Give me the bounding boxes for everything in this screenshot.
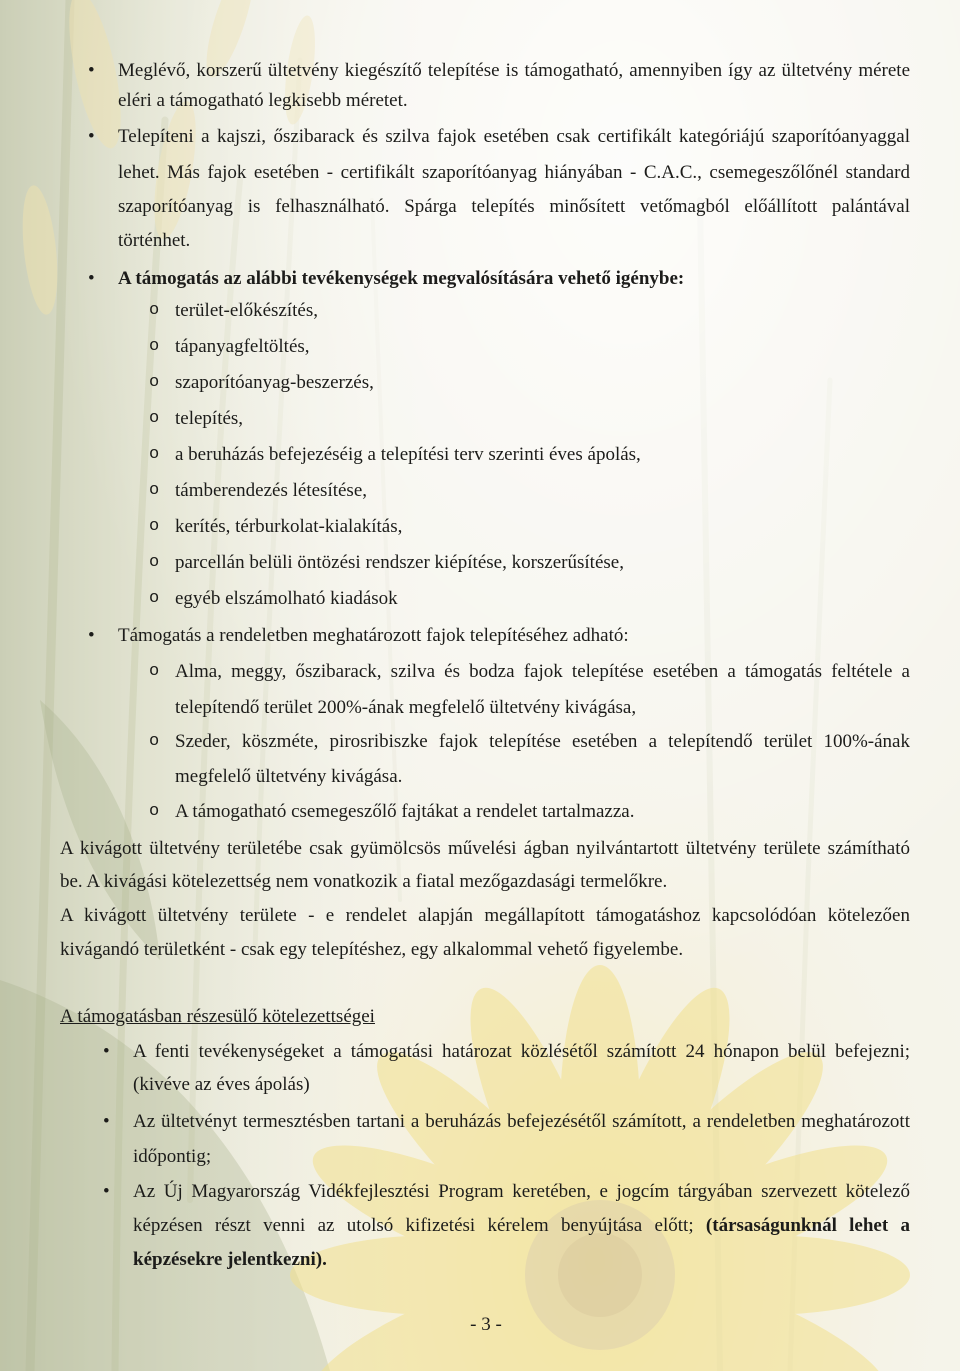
species-item-1-line-1: Alma, meggy, őszibarack, szilva és bodza fajok telepítése esetében a támogatás feltétele a (175, 661, 910, 682)
activity-item: a beruházás befejezéséig a telepítési terv szerinti éves ápolás, (175, 444, 641, 465)
species-item-2-line-2: megfelelő ültetvény kivágása. (175, 766, 403, 787)
bullet-marker: • (103, 1111, 110, 1132)
intro-item-2-line-3: szaporítóanyag is felhasználható. Spárga telepítés minősített vetőmagból előállított palántával (118, 196, 910, 217)
sub-marker: o (149, 373, 160, 392)
intro-item-2-line-1: Telepíteni a kajszi, őszibarack és szilva fajok esetében csak certifikált kategóriájú szaporítóanyaggal (118, 126, 910, 147)
sub-marker: o (149, 337, 160, 356)
sub-marker: o (149, 481, 160, 500)
sub-marker: o (149, 409, 160, 428)
obligation-2-line-1: Az ültetvényt termesztésben tartani a beruházás befejezésétől számított, a rendeletben meghatározott (133, 1111, 910, 1132)
paragraph-1-line-1: A kivágott ültetvény területébe csak gyümölcsös művelési ágban nyilvántartott ültetvény területe számítható (60, 838, 910, 859)
bullet-marker: • (103, 1041, 110, 1062)
bullet-marker: • (88, 625, 95, 646)
sub-marker: o (149, 589, 160, 608)
activities-heading: A támogatás az alábbi tevékenységek megvalósítására vehető igénybe: (118, 268, 685, 289)
sub-marker: o (149, 553, 160, 572)
page-number: - 3 - (470, 1314, 502, 1335)
obligation-2-line-2: időpontig; (133, 1146, 212, 1167)
obligation-3-bold-text: (társaságunknál lehet a (705, 1215, 910, 1236)
sub-marker: o (149, 802, 160, 821)
species-heading: Támogatás a rendeletben meghatározott fajok telepítéséhez adható: (118, 625, 629, 646)
obligation-3-line-1: Az Új Magyarország Vidékfejlesztési Program keretében, e jogcím tárgyában szervezett kötelező (133, 1181, 910, 1202)
bullet-marker: • (103, 1181, 110, 1202)
activity-item: terület-előkészítés, (175, 300, 318, 321)
intro-item-1-line-2: eléri a támogatható legkisebb méretet. (118, 90, 408, 111)
activity-item: támberendezés létesítése, (175, 480, 368, 501)
obligation-3-line-2 (133, 1215, 910, 1237)
paragraph-2-line-1: A kivágott ültetvény területe - e rendelet alapján megállapított támogatáshoz kapcsolódóan kötelezően (60, 905, 910, 926)
obligation-1-line-2: (kivéve az éves ápolás) (133, 1074, 310, 1095)
bullet-marker: • (88, 268, 95, 289)
sub-marker: o (149, 445, 160, 464)
activity-item: parcellán belüli öntözési rendszer kiépítése, korszerűsítése, (175, 552, 624, 573)
species-item-3-line-1: A támogatható csemegeszőlő fajtákat a rendelet tartalmazza. (175, 801, 635, 822)
activity-item: egyéb elszámolható kiadások (175, 588, 398, 609)
sub-marker: o (149, 301, 160, 320)
obligation-3-text: képzésen részt venni az utolsó kifizetési kérelem benyújtása előtt; (133, 1215, 694, 1236)
species-item-1-line-2: telepítendő terület 200%-ának megfelelő ültetvény kivágása, (175, 697, 637, 718)
bullet-marker: • (88, 126, 95, 147)
intro-item-2-line-2: lehet. Más fajok esetében - certifikált szaporítóanyag hiányában - C.A.C., csemegeszőlőnél standard (118, 162, 910, 183)
obligation-3-line-3: képzésekre jelentkezni). (133, 1249, 327, 1270)
paragraph-1-line-2: be. A kivágási kötelezettség nem vonatkozik a fiatal mezőgazdasági termelőkre. (60, 871, 668, 892)
sub-marker: o (149, 517, 160, 536)
intro-item-1-line-1: Meglévő, korszerű ültetvény kiegészítő telepítése is támogatható, amennyiben így az ültetvény mérete (118, 60, 910, 81)
obligations-heading: A támogatásban részesülő kötelezettségei (60, 1006, 375, 1027)
bullet-marker: • (88, 60, 95, 81)
sub-marker: o (149, 732, 160, 751)
obligation-1-line-1: A fenti tevékenységeket a támogatási határozat közlésétől számított 24 hónapon belül befejezni; (133, 1041, 910, 1062)
species-item-2-line-1: Szeder, köszméte, pirosribiszke fajok telepítése esetében a telepítendő terület 100%-ának (175, 731, 910, 752)
activity-item: kerítés, térburkolat-kialakítás, (175, 516, 403, 537)
activity-item: telepítés, (175, 408, 244, 429)
activity-item: tápanyagfeltöltés, (175, 336, 310, 357)
activity-item: szaporítóanyag-beszerzés, (175, 372, 374, 393)
sub-marker: o (149, 662, 160, 681)
paragraph-2-line-2: kivágandó területként - csak egy telepítéshez, egy alkalommal vehető figyelembe. (60, 939, 684, 960)
intro-item-2-line-4: történhet. (118, 230, 191, 251)
